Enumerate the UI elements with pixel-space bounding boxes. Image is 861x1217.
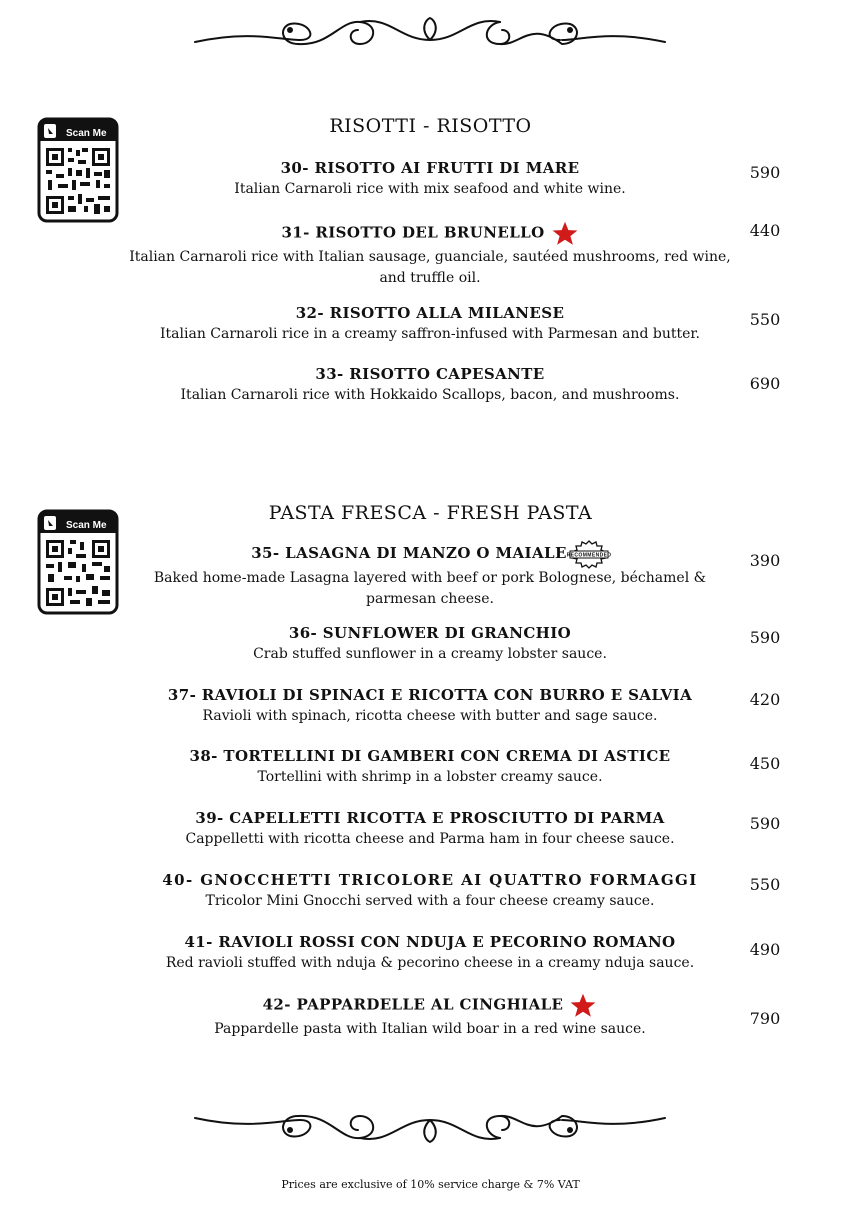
item-name: 42- PAPPARDELLE AL CINGHIALE [262,995,564,1014]
item-description: Baked home-made Lasagna layered with beef or pork Bolognese, béchamel & parmesan cheese. [153,570,707,607]
item-price: 390 [749,551,781,570]
item-name: 37- RAVIOLI DI SPINACI E RICOTTA CON BURRO E SALVIA [167,686,693,704]
item-name: 32- RISOTTO ALLA MILANESE [295,304,565,322]
item-description: Italian Carnaroli rice with mix seafood and white wine. [234,181,626,197]
menu-item-42 [120,992,740,1040]
item-description: Tricolor Mini Gnocchi served with a four cheese creamy sauce. [205,893,655,909]
item-description: Pappardelle pasta with Italian wild boar in a red wine sauce. [214,1021,646,1037]
item-price: 550 [749,875,781,894]
bottom-ornament-flourish [190,1092,670,1162]
qr-code-icon [38,510,118,614]
item-name: 41- RAVIOLI ROSSI CON NDUJA E PECORINO ROMANO [184,933,676,951]
item-description: Crab stuffed sunflower in a creamy lobster sauce. [253,646,607,662]
menu-item-30 [120,158,740,200]
item-name: 31- RISOTTO DEL BRUNELLO [281,223,545,242]
menu-item-33 [120,364,740,406]
item-name: 38- TORTELLINI DI GAMBERI CON CREMA DI ASTICE [189,747,671,765]
item-name: 40- GNOCCHETTI TRICOLORE AI QUATTRO FORMAGGI [162,871,698,889]
item-description: Tortellini with shrimp in a lobster creamy sauce. [257,769,603,785]
scan-me-label: Scan Me [66,128,107,139]
section-title-risotti: RISOTTI - RISOTTO [329,115,532,137]
recommended-badge-icon [566,540,612,568]
menu-item-40 [120,870,740,912]
item-price: 420 [749,690,781,709]
red-star-icon [551,220,579,247]
menu-item-38 [120,746,740,788]
menu-item-32 [120,303,740,345]
menu-item-39 [120,808,740,850]
item-price: 590 [749,163,781,182]
menu-item-31 [120,220,740,289]
item-price: 450 [749,754,781,773]
menu-item-37 [120,685,740,727]
item-name: 35- LASAGNA DI MANZO O MAIALE [251,544,567,562]
price-disclaimer: Prices are exclusive of 10% service charge & 7% VAT [281,1178,580,1191]
top-ornament-flourish [190,0,670,70]
item-name: 36- SUNFLOWER DI GRANCHIO [288,624,572,642]
item-price: 690 [749,374,781,393]
item-description: Italian Carnaroli rice with Italian sausage, guanciale, sautéed mushrooms, red wine, and truffle oil. [129,249,731,286]
item-name: 33- RISOTTO CAPESANTE [315,365,545,383]
item-description: Cappelletti with ricotta cheese and Parma ham in four cheese sauce. [185,831,675,847]
item-price: 490 [749,940,781,959]
item-description: Italian Carnaroli rice in a creamy saffron-infused with Parmesan and butter. [160,326,700,342]
qr-code-pasta[interactable] [38,510,118,614]
item-price: 590 [749,814,781,833]
section-title-pasta: PASTA FRESCA - FRESH PASTA [268,502,593,524]
item-name: 30- RISOTTO AI FRUTTI DI MARE [280,159,580,177]
scan-me-label: Scan Me [66,520,107,531]
menu-item-41 [120,932,740,974]
item-description: Italian Carnaroli rice with Hokkaido Scallops, bacon, and mushrooms. [180,387,680,403]
item-name: 39- CAPELLETTI RICOTTA E PROSCIUTTO DI PARMA [195,809,665,827]
item-description: Red ravioli stuffed with nduja & pecorino cheese in a creamy nduja sauce. [165,955,695,971]
item-price: 440 [749,221,781,240]
item-description: Ravioli with spinach, ricotta cheese with butter and sage sauce. [202,708,658,724]
badge-text: RECOMMENDED [566,552,612,559]
item-price: 790 [749,1009,781,1028]
red-star-icon [569,992,597,1019]
item-price: 590 [749,628,781,647]
item-price: 550 [749,310,781,329]
menu-item-36 [120,623,740,665]
menu-item-35 [120,540,740,610]
